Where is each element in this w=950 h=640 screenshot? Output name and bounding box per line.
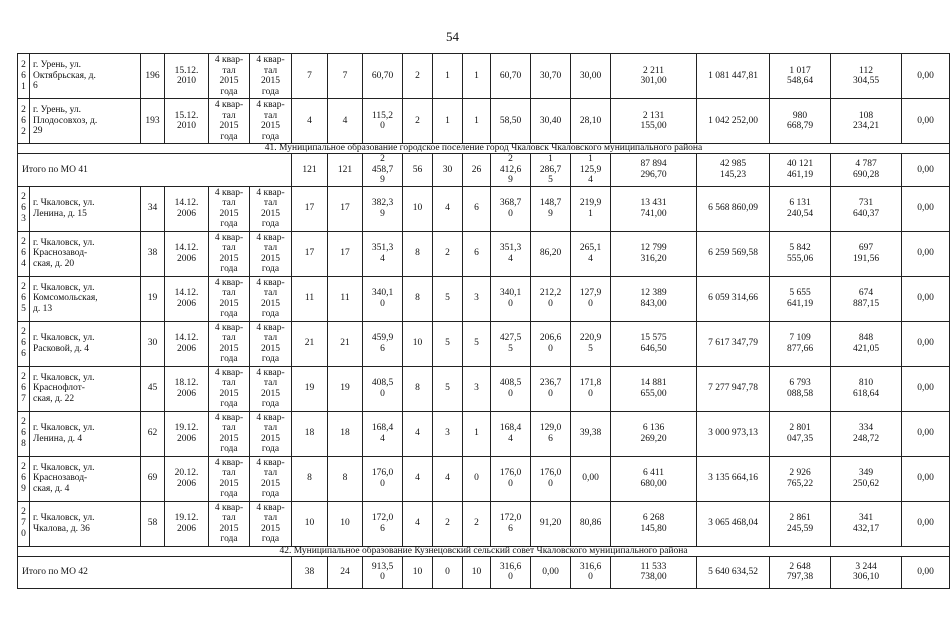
cell-col-5: 21 [292,321,328,366]
cell-col-17: 697 191,56 [831,231,902,276]
cell-col-18: 0,00 [902,321,950,366]
cell-col-16: 1 017 548,64 [770,54,831,99]
total-label: Итого по МО 41 [18,154,292,187]
total-row [18,154,950,187]
cell-col-13: 220,9 5 [571,321,611,366]
cell-col-18: 0,00 [902,54,950,99]
cell-col-12: 30,70 [531,54,571,99]
cell-col-17: 3 244 306,10 [831,556,902,588]
cell-col-10: 10 [463,556,491,588]
address-cell: г. Чкаловск, ул. Ленина, д. 15 [30,186,141,231]
cell-col-16: 2 801 047,35 [770,411,831,456]
cell-col-12: 129,0 6 [531,411,571,456]
row-number: 2 6 5 [18,276,30,321]
cell-col-5: 4 [292,99,328,144]
cell-col-9: 30 [433,154,463,187]
total-label: Итого по МО 42 [18,556,292,588]
table-row [18,411,950,456]
cell-col-7: 60,70 [363,54,403,99]
cell-col-3: 4 квар- тал 2015 года [209,366,250,411]
cell-col-4: 4 квар- тал 2015 года [250,321,292,366]
address-cell: г. Урень, ул. Плодосовхоз, д. 29 [30,99,141,144]
cell-col-11: 176,0 0 [491,456,531,501]
cell-col-4: 4 квар- тал 2015 года [250,456,292,501]
cell-col-2: 15.12. 2010 [165,54,209,99]
cell-col-15: 6 059 314,66 [697,276,770,321]
cell-col-1: 196 [141,54,165,99]
address-cell: г. Чкаловск, ул. Краснозавод- ская, д. 4 [30,456,141,501]
section-title: 41. Муниципальное образование городское поселение город Чкаловск Чкаловского муниципального района [18,144,950,154]
cell-col-18: 0,00 [902,154,950,187]
cell-col-2: 15.12. 2010 [165,99,209,144]
cell-col-13: 265,1 4 [571,231,611,276]
cell-col-6: 8 [328,456,363,501]
cell-col-14: 2 131 155,00 [611,99,697,144]
row-number: 2 6 3 [18,186,30,231]
cell-col-18: 0,00 [902,276,950,321]
cell-col-11: 316,6 0 [491,556,531,588]
cell-col-9: 5 [433,366,463,411]
cell-col-7: 115,2 0 [363,99,403,144]
cell-col-13: 39,38 [571,411,611,456]
cell-col-11: 351,3 4 [491,231,531,276]
cell-col-7: 340,1 0 [363,276,403,321]
cell-col-5: 10 [292,501,328,546]
cell-col-16: 980 668,79 [770,99,831,144]
cell-col-10: 5 [463,321,491,366]
table-row [18,321,950,366]
row-number: 2 6 7 [18,366,30,411]
cell-col-6: 10 [328,501,363,546]
cell-col-14: 15 575 646,50 [611,321,697,366]
cell-col-14: 12 389 843,00 [611,276,697,321]
cell-col-4: 4 квар- тал 2015 года [250,276,292,321]
cell-col-1: 34 [141,186,165,231]
cell-col-5: 8 [292,456,328,501]
cell-col-6: 11 [328,276,363,321]
cell-col-12: 1 286,7 5 [531,154,571,187]
address-cell: г. Чкаловск, ул. Расковой, д. 4 [30,321,141,366]
cell-col-10: 1 [463,99,491,144]
cell-col-10: 1 [463,411,491,456]
cell-col-17: 108 234,21 [831,99,902,144]
row-number: 2 6 8 [18,411,30,456]
cell-col-7: 176,0 0 [363,456,403,501]
cell-col-10: 3 [463,366,491,411]
cell-col-2: 14.12. 2006 [165,186,209,231]
cell-col-18: 0,00 [902,556,950,588]
cell-col-11: 60,70 [491,54,531,99]
table-row [18,231,950,276]
cell-col-9: 0 [433,556,463,588]
cell-col-15: 3 065 468,04 [697,501,770,546]
cell-col-17: 4 787 690,28 [831,154,902,187]
cell-col-16: 5 842 555,06 [770,231,831,276]
cell-col-12: 86,20 [531,231,571,276]
cell-col-7: 2 458,7 9 [363,154,403,187]
cell-col-15: 5 640 634,52 [697,556,770,588]
cell-col-18: 0,00 [902,366,950,411]
cell-col-17: 674 887,15 [831,276,902,321]
cell-col-15: 42 985 145,23 [697,154,770,187]
cell-col-1: 19 [141,276,165,321]
cell-col-2: 18.12. 2006 [165,366,209,411]
row-number: 2 6 9 [18,456,30,501]
cell-col-3: 4 квар- тал 2015 года [209,321,250,366]
cell-col-7: 168,4 4 [363,411,403,456]
cell-col-15: 3 000 973,13 [697,411,770,456]
cell-col-8: 4 [403,501,433,546]
cell-col-7: 351,3 4 [363,231,403,276]
cell-col-12: 206,6 0 [531,321,571,366]
cell-col-6: 18 [328,411,363,456]
cell-col-4: 4 квар- тал 2015 года [250,411,292,456]
cell-col-13: 1 125,9 4 [571,154,611,187]
cell-col-14: 12 799 316,20 [611,231,697,276]
cell-col-1: 193 [141,99,165,144]
cell-col-13: 127,9 0 [571,276,611,321]
table-row [18,456,950,501]
cell-col-7: 459,9 6 [363,321,403,366]
cell-col-17: 349 250,62 [831,456,902,501]
cell-col-16: 7 109 877,66 [770,321,831,366]
cell-col-17: 334 248,72 [831,411,902,456]
cell-col-10: 26 [463,154,491,187]
cell-col-4: 4 квар- тал 2015 года [250,54,292,99]
cell-col-6: 4 [328,99,363,144]
cell-col-1: 58 [141,501,165,546]
row-number: 2 6 4 [18,231,30,276]
cell-col-5: 19 [292,366,328,411]
address-cell: г. Чкаловск, ул. Краснофлот- ская, д. 22 [30,366,141,411]
cell-col-6: 7 [328,54,363,99]
cell-col-9: 3 [433,411,463,456]
cell-col-14: 6 411 680,00 [611,456,697,501]
cell-col-18: 0,00 [902,501,950,546]
cell-col-10: 6 [463,186,491,231]
cell-col-18: 0,00 [902,99,950,144]
cell-col-6: 121 [328,154,363,187]
section-title: 42. Муниципальное образование Кузнецовский сельский совет Чкаловского муниципального района [18,546,950,556]
housing-program-table [17,53,950,589]
cell-col-9: 1 [433,99,463,144]
cell-col-1: 30 [141,321,165,366]
cell-col-16: 2 648 797,38 [770,556,831,588]
table-row [18,186,950,231]
cell-col-11: 168,4 4 [491,411,531,456]
cell-col-4: 4 квар- тал 2015 года [250,366,292,411]
cell-col-12: 176,0 0 [531,456,571,501]
cell-col-14: 2 211 301,00 [611,54,697,99]
cell-col-13: 316,6 0 [571,556,611,588]
cell-col-11: 172,0 6 [491,501,531,546]
cell-col-8: 8 [403,276,433,321]
cell-col-4: 4 квар- тал 2015 года [250,501,292,546]
cell-col-12: 91,20 [531,501,571,546]
cell-col-2: 14.12. 2006 [165,321,209,366]
row-number: 2 7 0 [18,501,30,546]
cell-col-6: 19 [328,366,363,411]
cell-col-3: 4 квар- тал 2015 года [209,456,250,501]
row-number: 2 6 2 [18,99,30,144]
cell-col-14: 11 533 738,00 [611,556,697,588]
cell-col-7: 408,5 0 [363,366,403,411]
cell-col-15: 1 042 252,00 [697,99,770,144]
cell-col-2: 20.12. 2006 [165,456,209,501]
cell-col-8: 8 [403,366,433,411]
row-number: 2 6 6 [18,321,30,366]
cell-col-1: 38 [141,231,165,276]
cell-col-13: 171,8 0 [571,366,611,411]
cell-col-9: 2 [433,501,463,546]
cell-col-8: 2 [403,54,433,99]
cell-col-17: 341 432,17 [831,501,902,546]
cell-col-8: 10 [403,556,433,588]
address-cell: г. Чкаловск, ул. Чкалова, д. 36 [30,501,141,546]
cell-col-1: 62 [141,411,165,456]
cell-col-2: 14.12. 2006 [165,231,209,276]
cell-col-5: 11 [292,276,328,321]
address-cell: г. Урень, ул. Октябрьская, д. 6 [30,54,141,99]
cell-col-5: 38 [292,556,328,588]
cell-col-14: 6 268 145,80 [611,501,697,546]
cell-col-15: 1 081 447,81 [697,54,770,99]
cell-col-6: 24 [328,556,363,588]
cell-col-8: 56 [403,154,433,187]
cell-col-16: 2 861 245,59 [770,501,831,546]
row-number: 2 6 1 [18,54,30,99]
cell-col-3: 4 квар- тал 2015 года [209,411,250,456]
cell-col-3: 4 квар- тал 2015 года [209,231,250,276]
cell-col-11: 58,50 [491,99,531,144]
page-number: 54 [446,29,459,44]
cell-col-5: 18 [292,411,328,456]
cell-col-12: 0,00 [531,556,571,588]
cell-col-1: 45 [141,366,165,411]
cell-col-4: 4 квар- тал 2015 года [250,231,292,276]
total-row [18,556,950,588]
cell-col-8: 8 [403,231,433,276]
cell-col-14: 14 881 655,00 [611,366,697,411]
cell-col-14: 13 431 741,00 [611,186,697,231]
cell-col-13: 28,10 [571,99,611,144]
section-header-row [18,144,950,154]
cell-col-17: 112 304,55 [831,54,902,99]
cell-col-11: 368,7 0 [491,186,531,231]
cell-col-16: 40 121 461,19 [770,154,831,187]
cell-col-13: 0,00 [571,456,611,501]
cell-col-3: 4 квар- тал 2015 года [209,501,250,546]
cell-col-15: 7 617 347,79 [697,321,770,366]
cell-col-14: 6 136 269,20 [611,411,697,456]
cell-col-13: 219,9 1 [571,186,611,231]
cell-col-7: 382,3 9 [363,186,403,231]
cell-col-1: 69 [141,456,165,501]
cell-col-16: 2 926 765,22 [770,456,831,501]
cell-col-11: 408,5 0 [491,366,531,411]
cell-col-10: 3 [463,276,491,321]
cell-col-18: 0,00 [902,186,950,231]
cell-col-7: 172,0 6 [363,501,403,546]
cell-col-16: 6 131 240,54 [770,186,831,231]
cell-col-3: 4 квар- тал 2015 года [209,54,250,99]
cell-col-9: 1 [433,54,463,99]
cell-col-3: 4 квар- тал 2015 года [209,186,250,231]
address-cell: г. Чкаловск, ул. Краснозавод- ская, д. 20 [30,231,141,276]
table-row [18,54,950,99]
cell-col-15: 6 259 569,58 [697,231,770,276]
cell-col-9: 5 [433,321,463,366]
cell-col-10: 2 [463,501,491,546]
cell-col-5: 17 [292,231,328,276]
cell-col-2: 14.12. 2006 [165,276,209,321]
cell-col-16: 5 655 641,19 [770,276,831,321]
cell-col-13: 80,86 [571,501,611,546]
cell-col-17: 810 618,64 [831,366,902,411]
cell-col-16: 6 793 088,58 [770,366,831,411]
cell-col-6: 17 [328,186,363,231]
cell-col-9: 4 [433,186,463,231]
cell-col-8: 4 [403,411,433,456]
cell-col-2: 19.12. 2006 [165,411,209,456]
cell-col-12: 30,40 [531,99,571,144]
section-header-row [18,546,950,556]
cell-col-15: 7 277 947,78 [697,366,770,411]
table-row [18,99,950,144]
cell-col-17: 731 640,37 [831,186,902,231]
cell-col-8: 4 [403,456,433,501]
cell-col-9: 4 [433,456,463,501]
cell-col-13: 30,00 [571,54,611,99]
cell-col-8: 10 [403,186,433,231]
cell-col-5: 121 [292,154,328,187]
cell-col-9: 5 [433,276,463,321]
cell-col-3: 4 квар- тал 2015 года [209,276,250,321]
address-cell: г. Чкаловск, ул. Комсомольская, д. 13 [30,276,141,321]
cell-col-17: 848 421,05 [831,321,902,366]
cell-col-8: 2 [403,99,433,144]
cell-col-10: 0 [463,456,491,501]
cell-col-11: 340,1 0 [491,276,531,321]
cell-col-11: 427,5 5 [491,321,531,366]
cell-col-3: 4 квар- тал 2015 года [209,99,250,144]
table-row [18,276,950,321]
cell-col-15: 6 568 860,09 [697,186,770,231]
cell-col-11: 2 412,6 9 [491,154,531,187]
cell-col-9: 2 [433,231,463,276]
cell-col-4: 4 квар- тал 2015 года [250,99,292,144]
cell-col-18: 0,00 [902,231,950,276]
cell-col-15: 3 135 664,16 [697,456,770,501]
cell-col-8: 10 [403,321,433,366]
cell-col-6: 17 [328,231,363,276]
cell-col-18: 0,00 [902,411,950,456]
table-body [18,54,950,589]
cell-col-12: 236,7 0 [531,366,571,411]
cell-col-6: 21 [328,321,363,366]
cell-col-5: 17 [292,186,328,231]
cell-col-4: 4 квар- тал 2015 года [250,186,292,231]
table-row [18,501,950,546]
cell-col-18: 0,00 [902,456,950,501]
cell-col-5: 7 [292,54,328,99]
cell-col-12: 148,7 9 [531,186,571,231]
cell-col-7: 913,5 0 [363,556,403,588]
cell-col-10: 6 [463,231,491,276]
table-row [18,366,950,411]
cell-col-2: 19.12. 2006 [165,501,209,546]
cell-col-14: 87 894 296,70 [611,154,697,187]
cell-col-10: 1 [463,54,491,99]
cell-col-12: 212,2 0 [531,276,571,321]
address-cell: г. Чкаловск, ул. Ленина, д. 4 [30,411,141,456]
